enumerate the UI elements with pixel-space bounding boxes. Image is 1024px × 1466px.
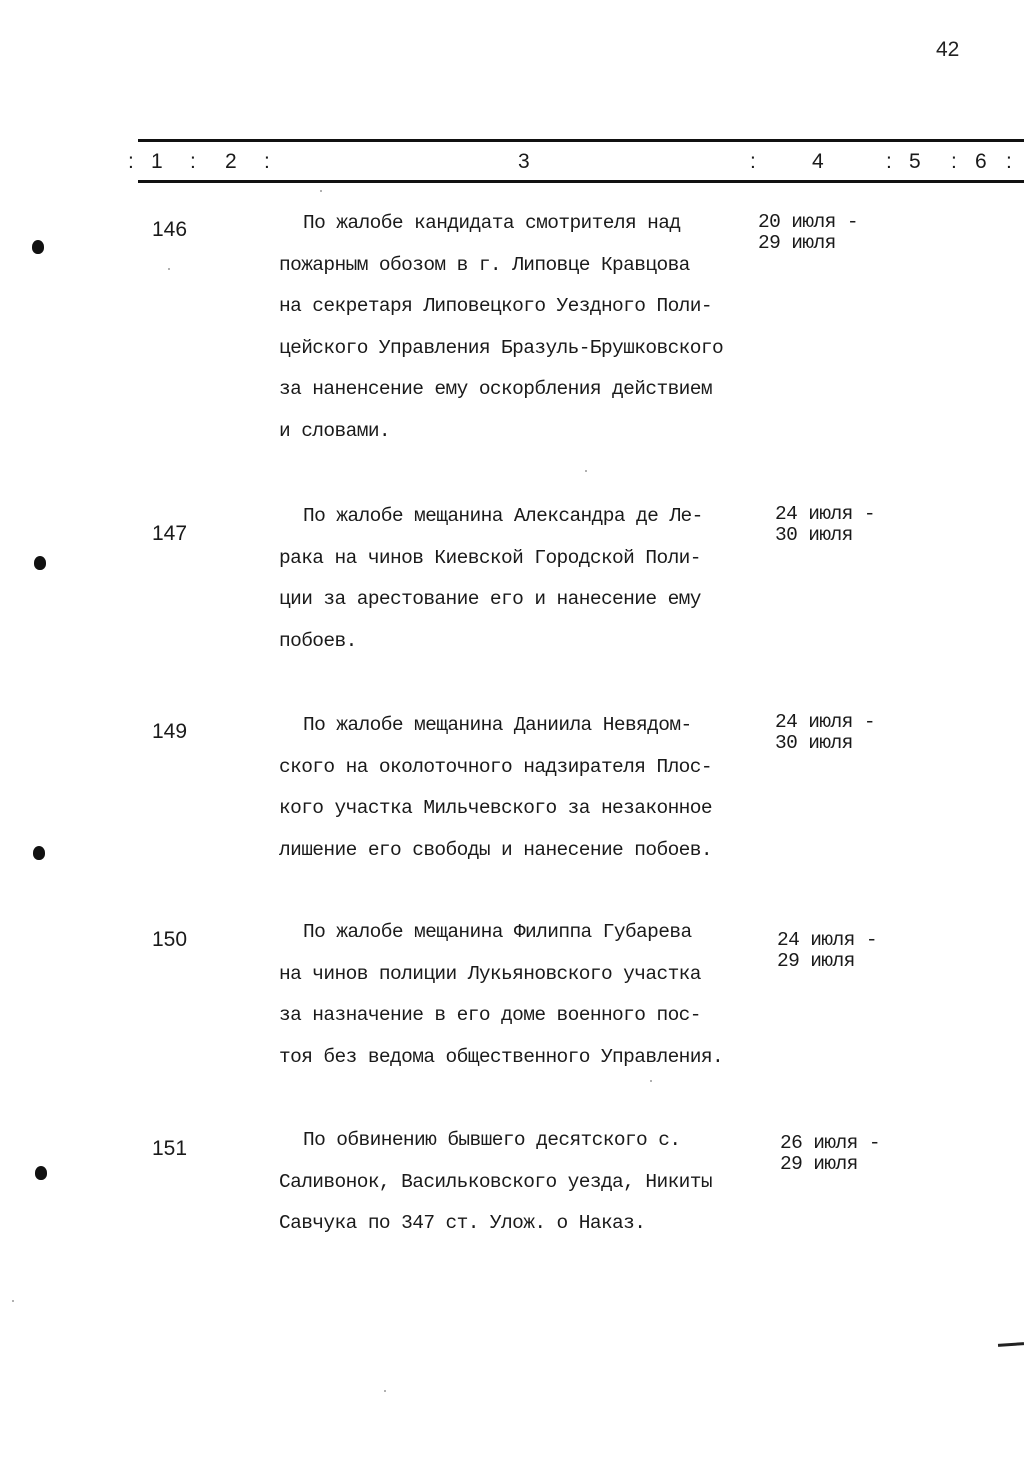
entry-line: на чинов полиции Лукьяновского участка — [279, 962, 701, 985]
entry-line: Савчука по 347 ст. Улож. о Наказ. — [279, 1212, 646, 1234]
entry-line: тоя без ведома общественного Управления. — [279, 1045, 724, 1068]
column-header-2: 2 — [225, 150, 237, 173]
scan-speck — [650, 1080, 652, 1082]
column-separator: : — [750, 150, 756, 173]
binder-hole — [33, 846, 45, 860]
entry-line: По жалобе мещанина Даниила Невядом- — [303, 714, 692, 736]
date-from: 24 июля - — [775, 711, 875, 733]
column-separator: : — [264, 150, 270, 173]
binder-hole — [34, 556, 46, 570]
entry-date-range — [758, 212, 858, 254]
date-to: 29 июля — [777, 950, 855, 972]
entry-line: ции за арестование его и нанесение ему — [279, 588, 701, 610]
column-header-6: 6 — [975, 150, 987, 173]
table-header — [0, 150, 1024, 176]
entry-number: 147 — [152, 522, 188, 545]
column-header-3: 3 — [518, 150, 530, 173]
date-to: 29 июля — [758, 232, 836, 254]
entry-date-range — [777, 930, 877, 972]
column-separator: : — [1006, 150, 1012, 173]
entry-line: Саливонок, Васильковского уезда, Никиты — [279, 1170, 712, 1193]
entry-line: ского на околоточного надзирателя Плос- — [279, 755, 712, 778]
entry-line: пожарным обозом в г. Липовце Кравцова — [279, 253, 690, 276]
date-to: 29 июля — [780, 1153, 858, 1175]
scan-speck — [12, 1300, 14, 1302]
scan-speck — [384, 1390, 386, 1392]
entry-line: кого участка Мильчевского за незаконное — [279, 797, 712, 819]
entry-line: побоев. — [279, 629, 357, 652]
scan-speck — [168, 268, 170, 270]
date-from: 20 июля - — [758, 211, 858, 233]
entry-line: за назначение в его доме военного пос- — [279, 1004, 701, 1026]
column-header-1: 1 — [151, 150, 163, 173]
entry-text — [279, 912, 799, 1078]
entry-text — [279, 496, 799, 662]
date-to: 30 июля — [775, 524, 853, 546]
column-separator: : — [128, 150, 134, 173]
entry-date-range — [775, 504, 875, 546]
entry-text — [279, 1120, 799, 1245]
header-top-rule — [138, 139, 1024, 142]
date-from: 26 июля - — [780, 1132, 880, 1154]
scan-speck — [585, 470, 587, 472]
binder-hole — [35, 1166, 47, 1180]
entry-line: По обвинению бывшего десятского с. — [303, 1129, 681, 1151]
binder-hole — [32, 240, 44, 254]
header-bottom-rule — [138, 180, 1024, 183]
entry-line: на секретаря Липовецкого Уездного Поли- — [279, 295, 712, 317]
entry-line: По жалобе мещанина Филиппа Губарева — [303, 921, 692, 943]
column-header-4: 4 — [812, 150, 824, 173]
entry-date-range — [775, 712, 875, 754]
entry-line: По жалобе мещанина Александра де Ле- — [303, 505, 703, 527]
entry-line: за наненсение ему оскорбления действием — [279, 378, 712, 400]
entry-line: и словами. — [279, 419, 391, 442]
date-from: 24 июля - — [777, 929, 877, 951]
entry-date-range — [780, 1133, 880, 1175]
entry-line: рака на чинов Киевской Городской Поли- — [279, 546, 701, 569]
entry-line: лишение его свободы и нанесение побоев. — [279, 838, 712, 861]
column-separator: : — [190, 150, 196, 173]
page-number: 42 — [936, 38, 960, 61]
date-to: 30 июля — [775, 732, 853, 754]
column-separator: : — [951, 150, 957, 173]
entry-number: 150 — [152, 928, 188, 951]
scan-edge-mark — [998, 1342, 1024, 1347]
column-header-5: 5 — [909, 150, 921, 173]
date-from: 24 июля - — [775, 503, 875, 525]
entry-line: цейского Управления Бразуль-Брушковского — [279, 336, 724, 359]
entry-line: По жалобе кандидата смотрителя над — [303, 212, 681, 234]
entry-number: 146 — [152, 218, 188, 241]
column-separator: : — [886, 150, 892, 173]
entry-text — [279, 203, 799, 452]
scan-speck — [320, 190, 322, 192]
entry-text — [279, 705, 799, 871]
entry-number: 151 — [152, 1137, 188, 1160]
entry-number: 149 — [152, 720, 188, 743]
